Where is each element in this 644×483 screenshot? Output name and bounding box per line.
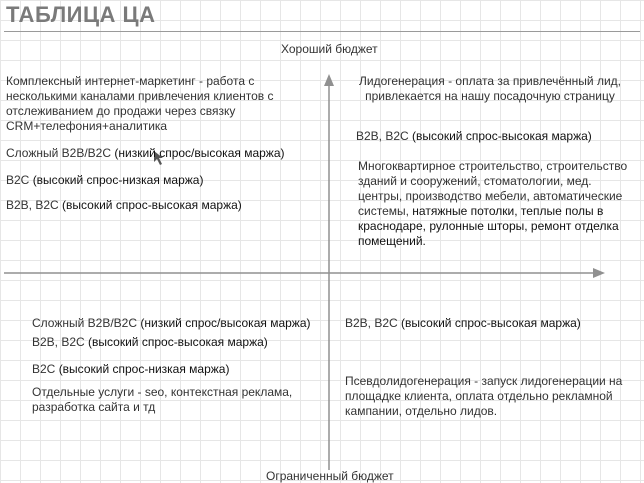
top-left-description: Комплексный интернет-маркетинг - работа с несколькими каналами привлечения клиентов с отслеживанием до продажи через связку CRM+телефония+аналитика xyxy=(6,74,274,133)
segment-detail: (низкий спрос/высокая маржа) xyxy=(140,316,311,330)
segment: B2C xyxy=(32,362,56,376)
segment: B2B, B2C xyxy=(356,129,409,143)
niches-list-b: натяжные потолки, теплые полы в краснодаре, рулонные шторы, ремонт отделка помещений. xyxy=(358,204,619,248)
top-right-item xyxy=(356,129,636,144)
bottom-left-description: Отдельные услуги - seo, контекстная реклама, разработка сайта и тд xyxy=(32,385,293,414)
segment-detail: (высокий спрос-низкая маржа) xyxy=(32,173,204,187)
niches-list-a: Многоквартирное строительство, строительство зданий и сооружений, стоматологии, мед. центры, производство мебели, автоматические системы, xyxy=(358,159,628,218)
segment: B2B, B2C xyxy=(6,198,59,212)
segment: B2B, B2C xyxy=(32,335,85,349)
top-right-description: Лидогенерация - оплата за привлечённый лид, привлекается на нашу посадочную страницу xyxy=(358,74,622,103)
bottom-right-description: Псевдолидогенерация - запуск лидогенерации на площадке клиента, оплата отдельно рекламной кампании, отдельно лидов. xyxy=(345,374,623,418)
segment: B2C xyxy=(6,173,30,187)
segment: Сложный B2B/B2C xyxy=(6,146,112,160)
top-right-niches xyxy=(358,159,634,249)
top-left-item-1 xyxy=(6,146,326,161)
top-left-item-3 xyxy=(6,198,326,213)
horizontal-axis-arrowhead xyxy=(593,268,605,278)
segment-detail: (высокий спрос-высокая маржа) xyxy=(88,335,268,349)
axis-label-top: Хороший бюджет xyxy=(281,42,378,56)
segment: Сложный B2B/B2C xyxy=(32,316,138,330)
bottom-left-item-1 xyxy=(32,316,324,331)
bottom-left-item-2 xyxy=(32,335,324,350)
segment-detail: (высокий спрос-высокая маржа) xyxy=(401,316,581,330)
axis-label-bottom: Ограниченный бюджет xyxy=(266,469,394,483)
segment: B2B, B2C xyxy=(345,316,398,330)
page-title: ТАБЛИЦА ЦА xyxy=(6,2,156,27)
top-left-item-2 xyxy=(6,173,326,188)
bottom-right-item xyxy=(345,316,635,331)
segment-detail: (низкий спрос/высокая маржа) xyxy=(114,146,285,160)
segment-detail: (высокий спрос-высокая маржа) xyxy=(412,129,592,143)
segment-detail: (высокий спрос-низкая маржа) xyxy=(58,362,230,376)
bottom-left-item-3 xyxy=(32,362,324,377)
segment-detail: (высокий спрос-высокая маржа) xyxy=(62,198,242,212)
